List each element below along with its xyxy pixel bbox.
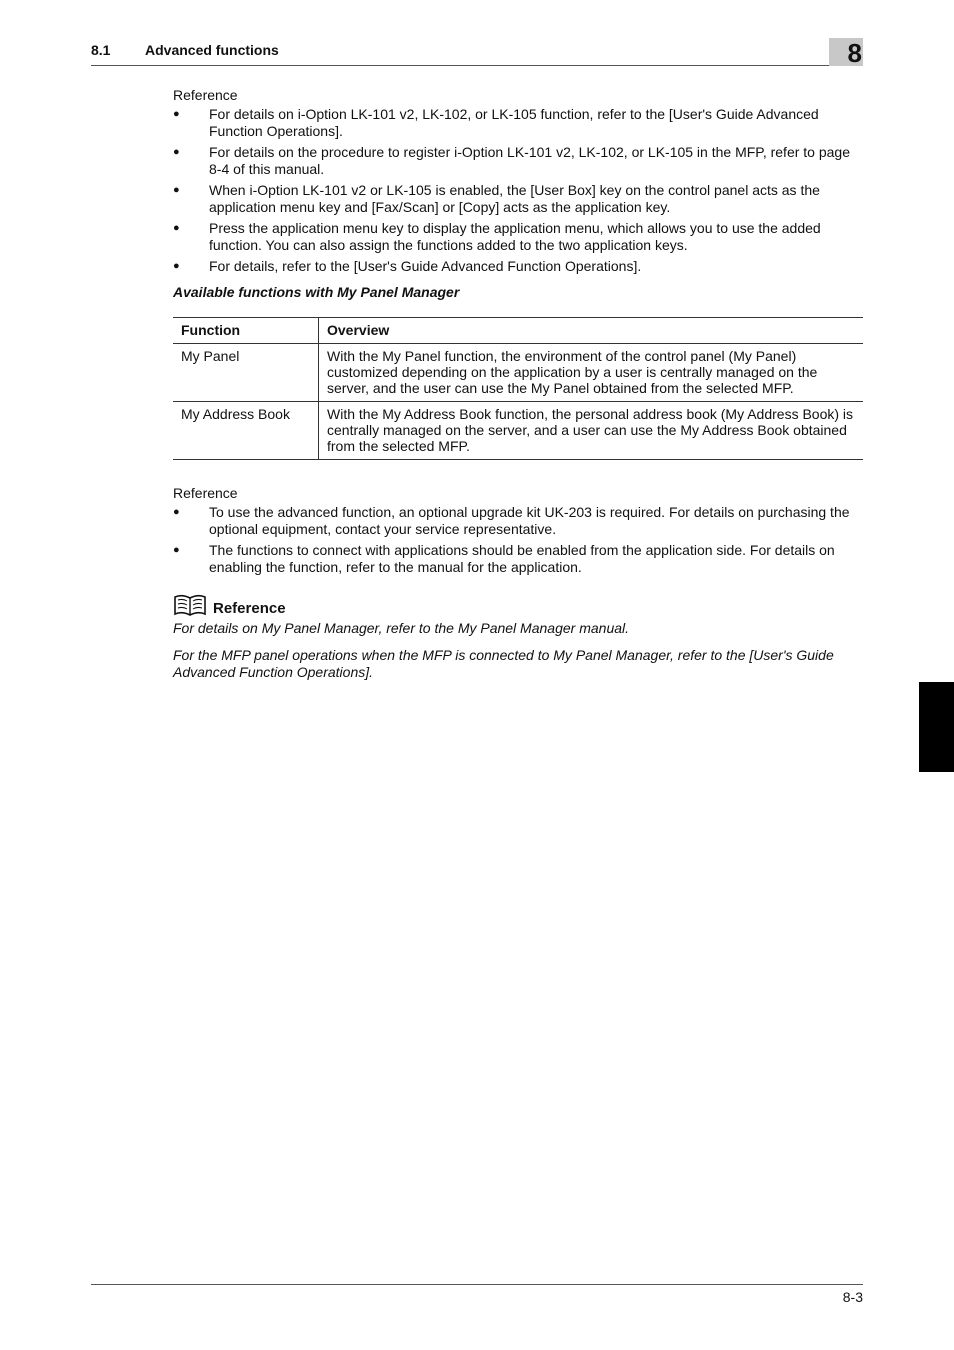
- list-item: ● For details on the procedure to register i-Option LK-101 v2, LK-102, or LK-105 in the MFP, refer to page 8-4 of this manual.: [173, 144, 850, 177]
- list-item: ● Press the application menu key to display the application menu, which allows you to use the added function. You can also assign the functions added to the two application keys.: [173, 220, 821, 253]
- list-item: ● For details, refer to the [User's Guide Advanced Function Operations].: [173, 258, 642, 274]
- bullet-icon: ●: [173, 146, 180, 158]
- bullet-icon: ●: [173, 506, 180, 518]
- functions-table: [173, 317, 863, 460]
- table-header-row: [173, 318, 863, 344]
- table-heading: Available functions with My Panel Manager: [173, 284, 460, 300]
- book-icon: [173, 594, 207, 618]
- chapter-side-tab: [919, 682, 954, 772]
- bullet-icon: ●: [173, 260, 180, 272]
- section-title: Advanced functions: [145, 42, 279, 58]
- reference-note-2: For the MFP panel operations when the MFP is connected to My Panel Manager, refer to the [User's Guide Advanced Function Operations].: [173, 647, 834, 680]
- table-cell: With the My Panel function, the environment of the control panel (My Panel) customized depending on the application by a user is centrally managed on the server, and the user can use the My Panel obtained from the selected MFP.: [319, 344, 864, 402]
- column-header-function: Function: [173, 318, 319, 344]
- table-cell: My Panel: [173, 344, 319, 402]
- reference-list-1: [173, 106, 863, 275]
- list-item: ● To use the advanced function, an optional upgrade kit UK-203 is required. For details on purchasing the optional equipment, contact your service representative.: [173, 504, 850, 537]
- list-item: ● When i-Option LK-101 v2 or LK-105 is enabled, the [User Box] key on the control panel acts as the application menu key and [Fax/Scan] or [Copy] acts as the application key.: [173, 182, 820, 215]
- reference-heading: [173, 592, 863, 618]
- bullet-icon: ●: [173, 108, 180, 120]
- bullet-icon: ●: [173, 184, 180, 196]
- reference-list-2: [173, 504, 863, 576]
- bullet-icon: ●: [173, 544, 180, 556]
- reference-title: Reference: [213, 600, 286, 617]
- bullet-icon: ●: [173, 222, 180, 234]
- reference-label-1: Reference: [173, 87, 238, 103]
- list-item: ● For details on i-Option LK-101 v2, LK-102, or LK-105 function, refer to the [User's Guide Advanced Function Operations].: [173, 106, 819, 139]
- table-cell: With the My Address Book function, the personal address book (My Address Book) is centrally managed on the server, and a user can use the My Address Book obtained from the selected MFP.: [319, 402, 864, 460]
- chapter-number-box: 8: [829, 38, 863, 66]
- column-header-overview: Overview: [319, 318, 864, 344]
- table-row: [173, 344, 863, 402]
- reference-label-2: Reference: [173, 485, 238, 501]
- page-footer: [91, 1284, 863, 1305]
- main-content: [173, 86, 863, 681]
- page-number: 8-3: [842, 1289, 863, 1305]
- reference-note-1: For details on My Panel Manager, refer to the My Panel Manager manual.: [173, 620, 630, 636]
- table-row: [173, 402, 863, 460]
- section-number: 8.1: [91, 42, 111, 58]
- table-cell: My Address Book: [173, 402, 319, 460]
- reference-block-2: [173, 484, 863, 576]
- list-item: ● The functions to connect with applications should be enabled from the application side. For details on enabling the function, refer to the manual for the application.: [173, 542, 835, 575]
- page-header: [91, 40, 863, 66]
